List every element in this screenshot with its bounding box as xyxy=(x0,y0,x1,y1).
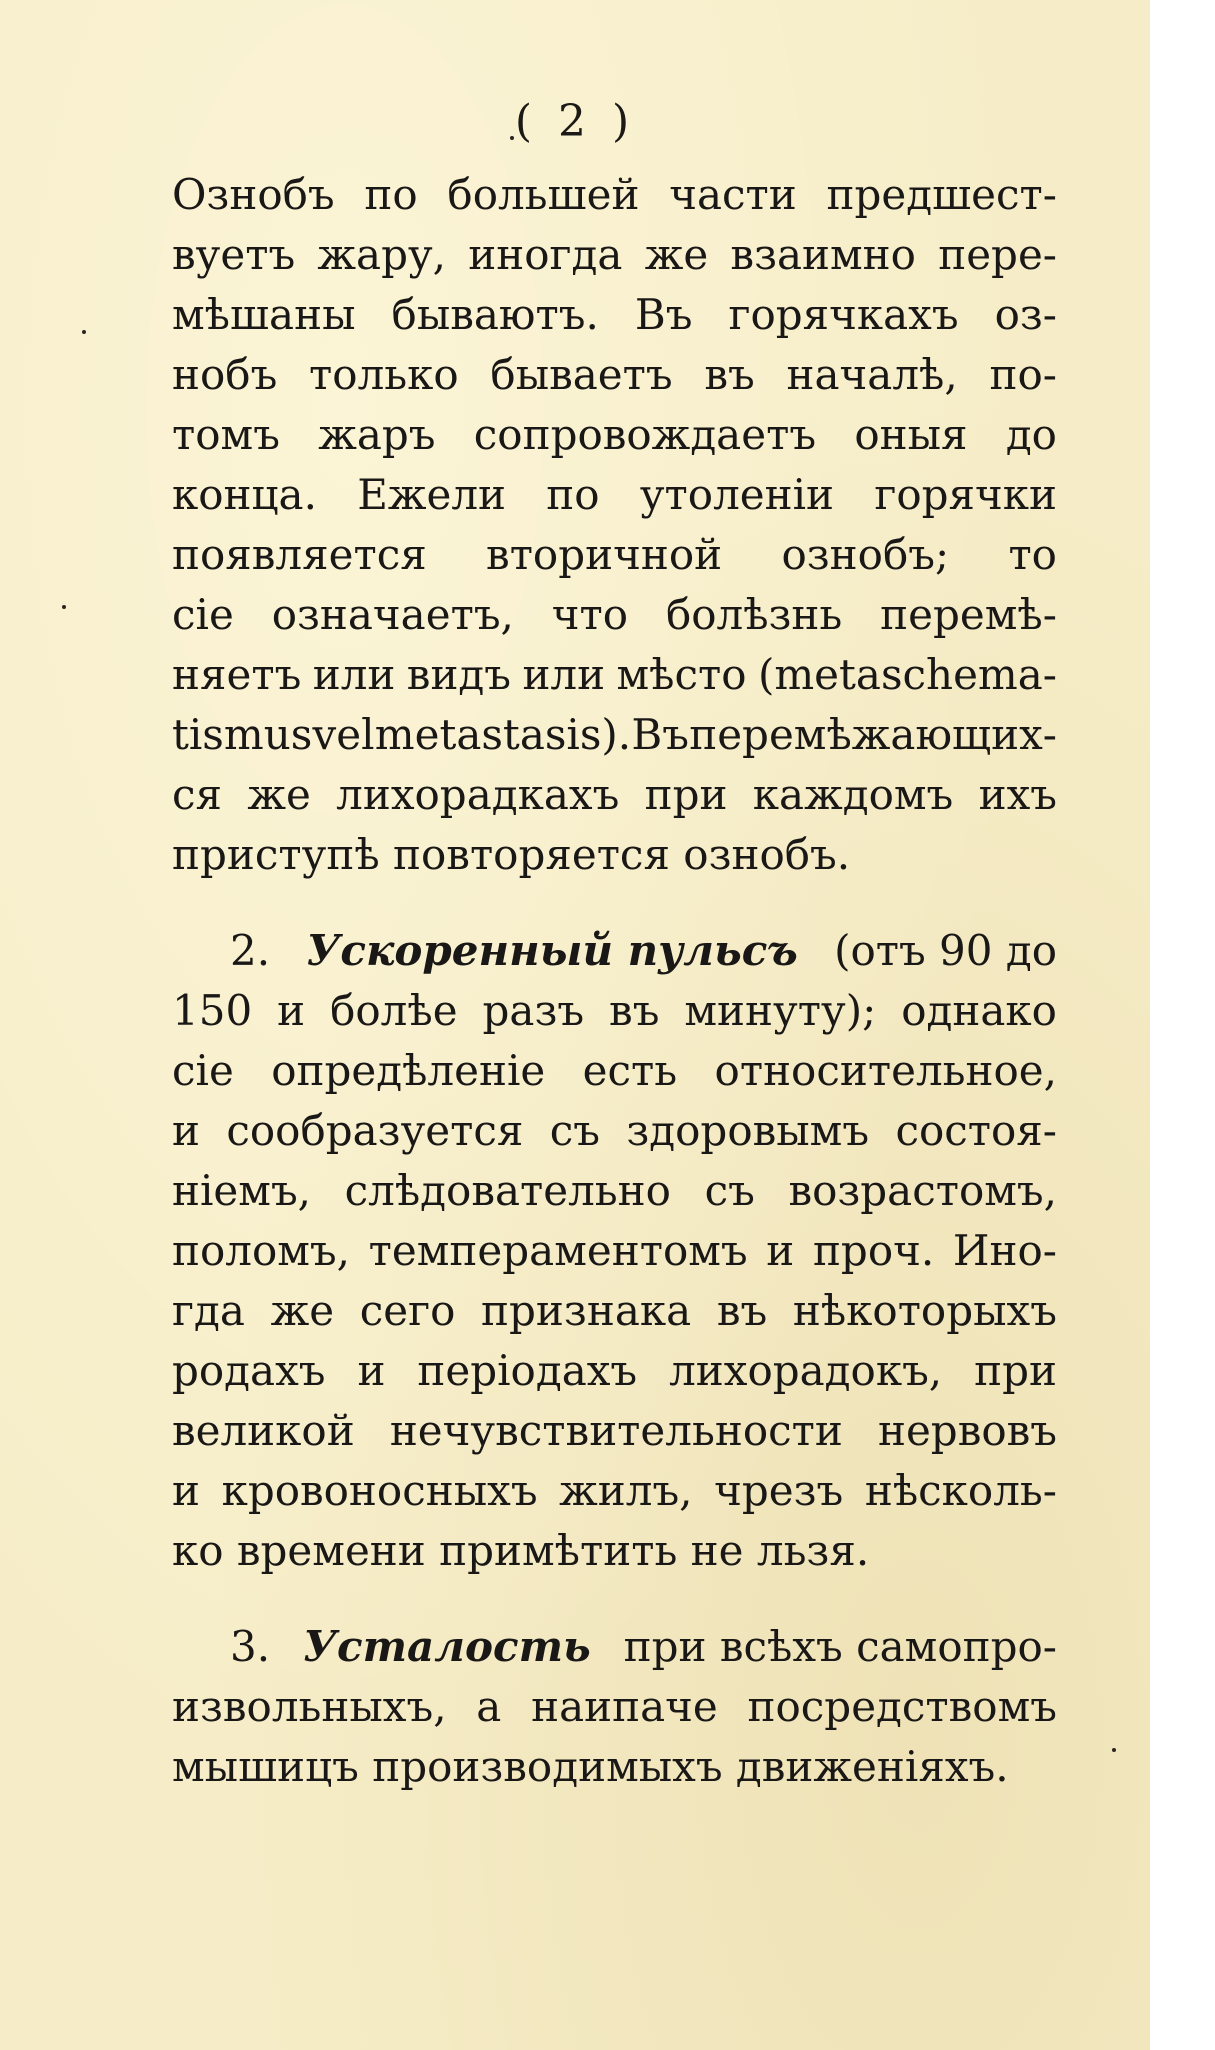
paper-speck xyxy=(82,330,86,334)
text-line: великой нечувствительности нервовъ xyxy=(172,1406,1057,1455)
paper-speck xyxy=(62,605,66,609)
text-line-rest: при всѣхъ самопро- xyxy=(623,1622,1057,1671)
text-line: няетъ или видъ или мѣсто (metaschema- xyxy=(172,650,1057,699)
text-line: мѣшаны бываютъ. Въ горячкахъ оз- xyxy=(172,290,1057,339)
item-number: 2. xyxy=(230,926,271,975)
text-line xyxy=(172,1617,1057,1677)
text-line: приступѣ повторяется ознобъ. xyxy=(172,830,851,879)
page-text xyxy=(172,165,1057,1797)
text-line: tismus vel metastasis). Въ перемѣжающих- xyxy=(172,710,1057,759)
text-line-rest: (отъ 90 до xyxy=(834,926,1057,975)
text-line: поломъ, темпераментомъ и проч. Ино- xyxy=(172,1226,1057,1275)
text-line: мышицъ производимыхъ движеніяхъ. xyxy=(172,1742,1009,1791)
text-line: гда же сего признака въ нѣкоторыхъ xyxy=(172,1286,1057,1335)
page-number: ( 2 ) xyxy=(514,96,636,147)
page-margin xyxy=(1150,0,1215,2050)
item-number: 3. xyxy=(230,1622,271,1671)
paragraph-2 xyxy=(172,921,1057,1581)
text-line: вуетъ жару, иногда же взаимно пере- xyxy=(172,230,1057,279)
text-line: ся же лихорадкахъ при каждомъ ихъ xyxy=(172,770,1057,819)
term-heading: Ускоренный пульсъ xyxy=(306,926,798,975)
text-line: конца. Ежели по утоленіи горячки xyxy=(172,470,1057,519)
paragraph-1 xyxy=(172,165,1057,885)
text-line: сіе опредѣленіе есть относительное, xyxy=(172,1046,1057,1095)
paper-speck xyxy=(1112,1748,1116,1752)
term-heading: Усталость xyxy=(302,1622,591,1671)
paragraph-3 xyxy=(172,1617,1057,1797)
text-line: появляется вторичной ознобъ; то xyxy=(172,530,1057,579)
text-line: и сообразуется съ здоровымъ состоя- xyxy=(172,1106,1057,1155)
text-line: Ознобъ по большей части предшест- xyxy=(172,170,1057,219)
text-line: и кровоносныхъ жилъ, чрезъ нѣсколь- xyxy=(172,1466,1057,1515)
text-line: нобъ только бываетъ въ началѣ, по- xyxy=(172,350,1057,399)
text-line xyxy=(172,921,1057,981)
text-line: сіе означаетъ, что болѣзнь перемѣ- xyxy=(172,590,1057,639)
text-line: ніемъ, слѣдовательно съ возрастомъ, xyxy=(172,1166,1057,1215)
text-line: 150 и болѣе разъ въ минуту); однако xyxy=(172,986,1057,1035)
text-line: ко времени примѣтить не льзя. xyxy=(172,1526,870,1575)
paper-speck xyxy=(510,136,514,140)
text-line: родахъ и періодахъ лихорадокъ, при xyxy=(172,1346,1057,1395)
text-line: извольныхъ, а наипаче посредствомъ xyxy=(172,1682,1057,1731)
text-line: томъ жаръ сопровождаетъ оныя до xyxy=(172,410,1057,459)
